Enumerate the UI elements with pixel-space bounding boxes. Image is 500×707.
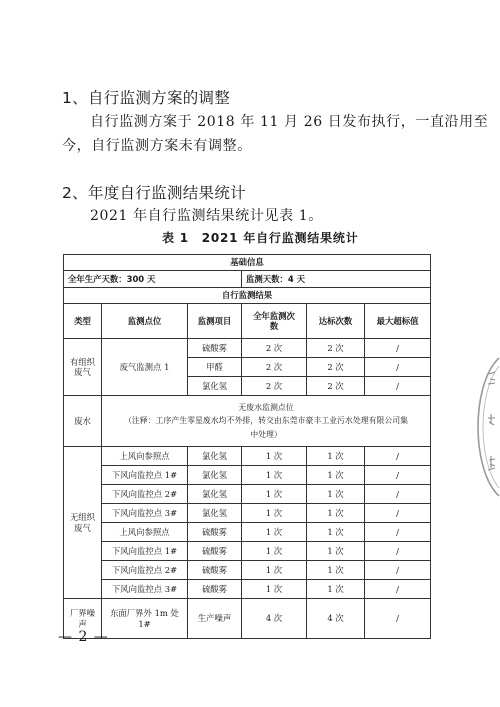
fugitive-item: 硫酸雾 — [188, 542, 242, 561]
noise-type-line1: 厂界噪 — [69, 608, 96, 618]
fugitive-item: 氯化氢 — [188, 485, 242, 504]
fugitive-point: 下风向监控点 1# — [102, 542, 188, 561]
organic-count: 2 次 — [242, 339, 307, 358]
fugitive-point: 下风向监控点 3# — [102, 504, 188, 523]
fugitive-count: 1 次 — [242, 580, 307, 599]
noise-type-line2: 声 — [78, 618, 87, 629]
noise-point — [102, 599, 188, 639]
fugitive-count: 1 次 — [242, 542, 307, 561]
fugitive-count: 1 次 — [242, 523, 307, 542]
organic-type-line1: 有组织 — [69, 356, 96, 367]
fugitive-pass: 1 次 — [307, 580, 365, 599]
organic-exceed: / — [365, 358, 431, 377]
col-pass: 达标次数 — [307, 304, 365, 339]
table-header-row — [64, 304, 431, 339]
fugitive-pass: 1 次 — [307, 485, 365, 504]
fugitive-exceed: / — [365, 447, 431, 466]
fugitive-type-line1: 无组织 — [69, 512, 96, 522]
table-row — [64, 523, 431, 542]
table-row — [64, 542, 431, 561]
page-number: — 2 — — [58, 629, 109, 645]
basic-info-header: 基础信息 — [64, 255, 431, 271]
fugitive-exceed: / — [365, 485, 431, 504]
col-item: 监测项目 — [188, 304, 242, 339]
fugitive-point: 下风向监控点 2# — [102, 561, 188, 580]
table-row — [64, 271, 431, 288]
production-days: 全年生产天数：300 天 — [64, 271, 242, 288]
noise-point-line2: 1# — [138, 618, 151, 629]
fugitive-point: 下风向监控点 2# — [102, 485, 188, 504]
noise-item: 生产噪声 — [188, 599, 242, 639]
noise-point-line1: 东面厂界外 1m 处 — [110, 608, 179, 618]
table-row — [64, 447, 431, 466]
fugitive-exceed: / — [365, 561, 431, 580]
fugitive-exceed: / — [365, 580, 431, 599]
noise-exceed: / — [365, 599, 431, 639]
fugitive-count: 1 次 — [242, 561, 307, 580]
fugitive-pass: 1 次 — [307, 561, 365, 580]
fugitive-point: 下风向监控点 3# — [102, 580, 188, 599]
fugitive-pass: 1 次 — [307, 542, 365, 561]
results-header: 自行监测结果 — [64, 288, 431, 304]
fugitive-pass: 1 次 — [307, 504, 365, 523]
fugitive-type-line2: 废气 — [74, 522, 91, 533]
fugitive-count: 1 次 — [242, 485, 307, 504]
section1-para-line2: 今，自行监测方案未有调整。 — [62, 138, 252, 154]
organic-pass: 2 次 — [307, 377, 365, 396]
table-row — [64, 396, 431, 447]
fugitive-point: 下风向监控点 1# — [102, 466, 188, 485]
noise-pass: 4 次 — [307, 599, 365, 639]
table-row — [64, 580, 431, 599]
organic-type-line2: 废气 — [74, 367, 91, 377]
fugitive-item: 氯化氢 — [188, 447, 242, 466]
organic-exceed: / — [365, 377, 431, 396]
organic-item: 硫酸雾 — [188, 339, 242, 358]
fugitive-item: 氯化氢 — [188, 504, 242, 523]
fugitive-point: 上风向参照点 — [102, 523, 188, 542]
organic-item: 氯化氢 — [188, 377, 242, 396]
fugitive-exceed: / — [365, 542, 431, 561]
fugitive-item: 氯化氢 — [188, 466, 242, 485]
wastewater-line1: 无废水监测点位 — [238, 402, 294, 412]
monitoring-results-table — [63, 254, 431, 639]
fugitive-count: 1 次 — [242, 504, 307, 523]
wastewater-line3: 中处理） — [250, 429, 282, 439]
fugitive-item: 硫酸雾 — [188, 580, 242, 599]
organic-count: 2 次 — [242, 358, 307, 377]
col-point: 监测点位 — [102, 304, 188, 339]
organic-item: 甲醛 — [188, 358, 242, 377]
table-row — [64, 339, 431, 358]
organic-exceed: / — [365, 339, 431, 358]
col-type: 类型 — [64, 304, 102, 339]
fugitive-exceed: / — [365, 504, 431, 523]
organic-pass: 2 次 — [307, 358, 365, 377]
col-exceed: 最大超标值 — [365, 304, 431, 339]
organic-pass: 2 次 — [307, 339, 365, 358]
table-row — [64, 561, 431, 580]
fugitive-type — [64, 447, 102, 599]
organic-count: 2 次 — [242, 377, 307, 396]
table-row — [64, 599, 431, 639]
organic-point: 废气监测点 1 — [102, 339, 188, 396]
section1-heading: 1、自行监测方案的调整 — [62, 89, 231, 107]
wastewater-note — [102, 396, 431, 447]
col-count-line2: 数 — [269, 321, 279, 331]
table-caption: 表 1 2021 年自行监测结果统计 — [162, 231, 359, 245]
section2-heading: 2、年度自行监测结果统计 — [62, 184, 246, 202]
fugitive-item: 硫酸雾 — [188, 561, 242, 580]
fugitive-count: 1 次 — [242, 447, 307, 466]
col-count-line1: 全年监测次 — [253, 310, 295, 321]
section2-intro: 2021 年自行监测结果统计见表 1。 — [90, 208, 323, 224]
table-row — [64, 485, 431, 504]
seal-stamp-edge — [472, 352, 500, 502]
table-row — [64, 466, 431, 485]
fugitive-point: 上风向参照点 — [102, 447, 188, 466]
fugitive-pass: 1 次 — [307, 447, 365, 466]
table-row — [64, 288, 431, 304]
col-count — [242, 304, 307, 339]
fugitive-pass: 1 次 — [307, 466, 365, 485]
fugitive-pass: 1 次 — [307, 523, 365, 542]
wastewater-line2: （注释：工序产生零星废水均不外排，转交由东莞市豪丰工业污水处理有限公司集 — [123, 416, 409, 426]
organic-type — [64, 339, 102, 396]
fugitive-item: 硫酸雾 — [188, 523, 242, 542]
table-row — [64, 504, 431, 523]
wastewater-type: 废水 — [64, 396, 102, 447]
fugitive-exceed: / — [365, 523, 431, 542]
table-row — [64, 255, 431, 271]
fugitive-exceed: / — [365, 466, 431, 485]
noise-count: 4 次 — [242, 599, 307, 639]
monitoring-days: 监测天数：4 天 — [242, 271, 431, 288]
fugitive-count: 1 次 — [242, 466, 307, 485]
section1-para-line1: 自行监测方案于 2018 年 11 月 26 日发布执行，一直沿用至 — [90, 114, 489, 130]
